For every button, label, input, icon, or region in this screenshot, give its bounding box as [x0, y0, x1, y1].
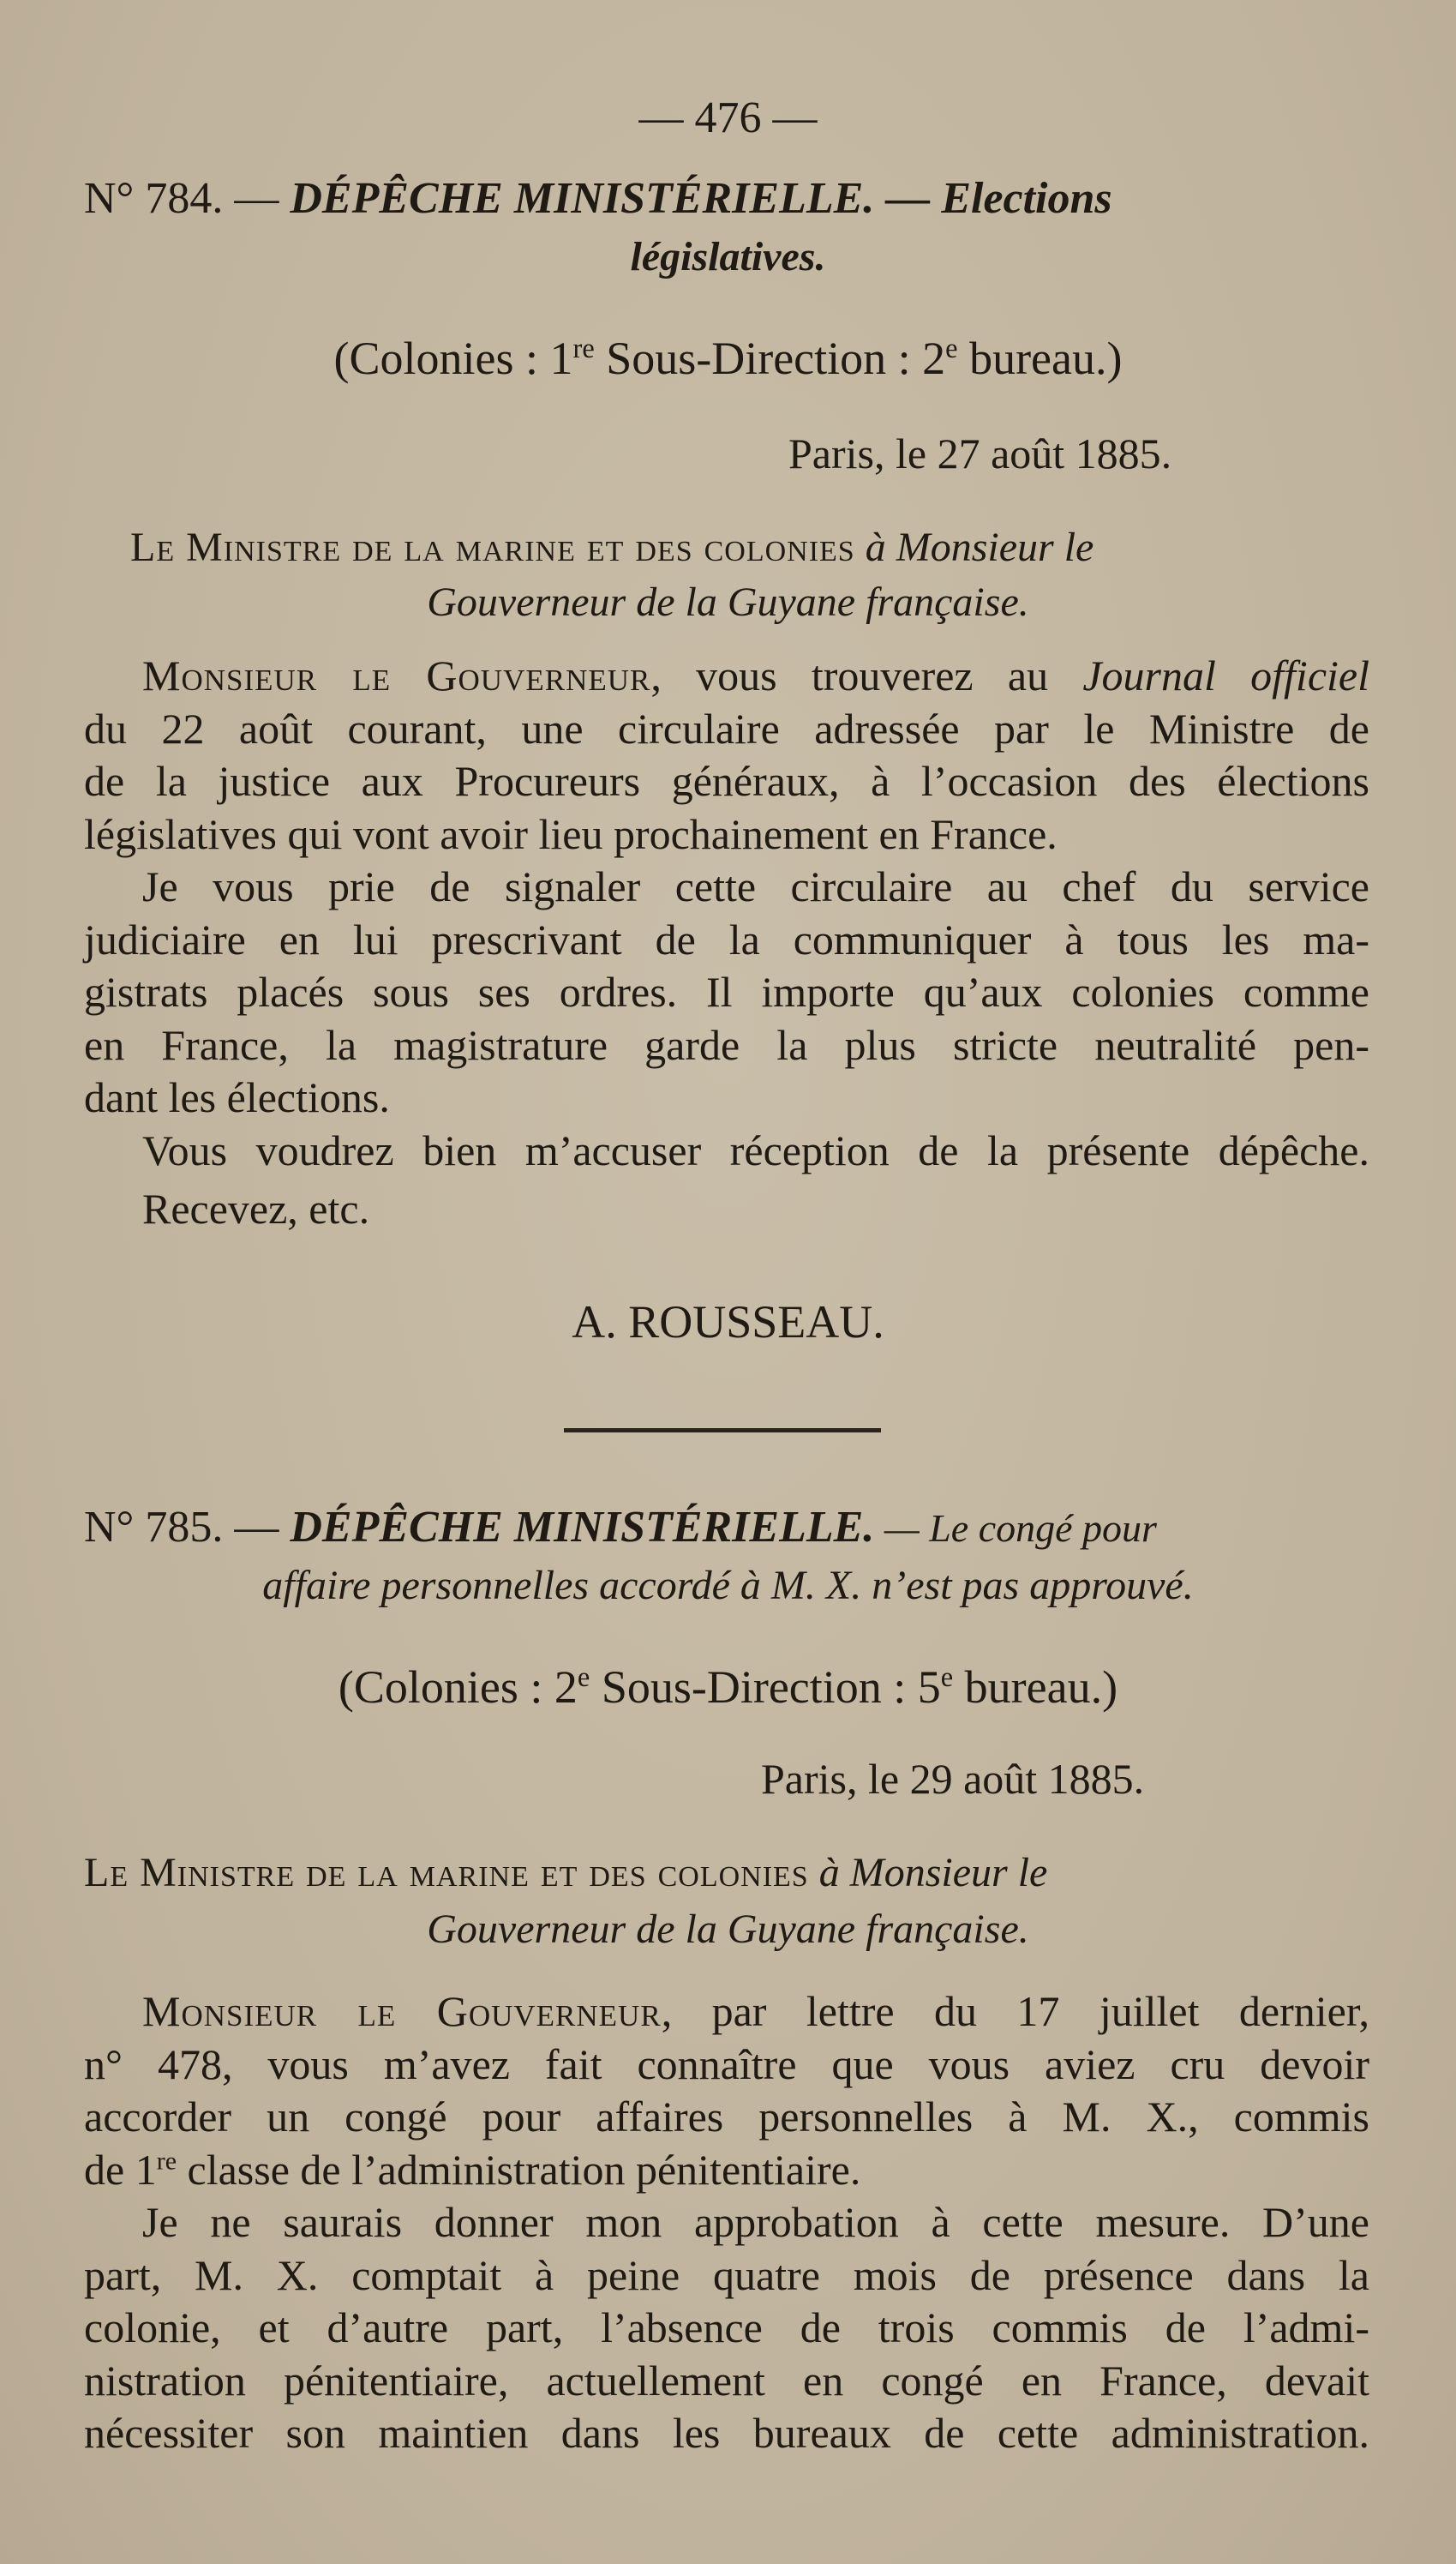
doc785-service-b: Sous-Direction : 5 [590, 1661, 941, 1713]
doc784-p2-line-5: dant les élections. [84, 1073, 390, 1121]
doc785-p2-line-5: nécessiter son maintien dans les bureaux de cette administration. [84, 2409, 1369, 2457]
doc785-p2-line-2: part, M. X. comptait à peine quatre mois de présence dans la [84, 2250, 1369, 2299]
doc785-dash: — [223, 1503, 291, 1552]
doc785-number: N° 785. [84, 1503, 224, 1552]
doc785-address [84, 1846, 1047, 1899]
doc785-address-caps: Le Ministre de la marine et des colonies [84, 1850, 809, 1895]
doc784-p1-line-4: législatives qui vont avoir lieu prochainement en France. [84, 809, 1058, 858]
doc784-service-c: bureau.) [957, 333, 1123, 384]
section-divider [564, 1428, 881, 1432]
doc785-p1-line-3: accorder un congé pour affaires personnelles à M. X., commis [84, 2093, 1369, 2141]
doc784-p1-text: , vous trouverez au [650, 652, 1083, 700]
doc784-address-caps: Le Ministre de la marine et des colonies [130, 525, 855, 570]
doc785-paragraph-1 [84, 1985, 1369, 2196]
doc784-p1-italic: Journal officiel [1082, 652, 1369, 700]
doc785-p1-line-4 [84, 2144, 1369, 2197]
doc784-service-b: Sous-Direction : 2 [594, 333, 946, 384]
doc784-closing: Recevez, etc. [142, 1185, 370, 1233]
doc785-service-c: bureau.) [953, 1661, 1118, 1713]
doc785-p2-line-3: colonie, et d’autre part, l’absence de trois commis de l’admi- [84, 2303, 1369, 2351]
doc784-signature: A. ROUSSEAU. [572, 1296, 884, 1348]
doc785-service [0, 1661, 1456, 1714]
doc784-subject-cont: législatives. [630, 234, 826, 279]
doc784-date: Paris, le 27 août 1885. [788, 429, 1172, 477]
doc784-paragraph-3 [84, 1125, 1369, 1178]
doc785-heading [84, 1500, 1157, 1556]
doc785-date: Paris, le 29 août 1885. [761, 1755, 1145, 1803]
doc785-service-a: (Colonies : 2 [338, 1661, 578, 1713]
doc785-subject: — Le congé pour [874, 1506, 1157, 1550]
doc784-paragraph-2 [84, 861, 1369, 1125]
doc784-p1-line-1 [84, 650, 1369, 703]
doc785-p1-caps: Monsieur le Gouverneur [142, 1987, 662, 2035]
doc784-service [0, 333, 1456, 385]
doc784-p1-caps: Monsieur le Gouverneur [142, 652, 651, 700]
doc784-p1-line-3: de la justice aux Procureurs généraux, à l’occasion des élections [84, 757, 1369, 805]
doc784-service-a: (Colonies : 1 [333, 333, 573, 384]
doc785-p1-l4-a: de 1 [84, 2145, 157, 2194]
doc784-service-b-sup: e [945, 333, 958, 364]
doc784-address-italic: à Monsieur le [854, 525, 1094, 570]
doc784-title: DÉPÊCHE MINISTÉRIELLE. [290, 174, 875, 223]
doc785-service-a-sup: e [577, 1662, 590, 1693]
doc784-number: N° 784. [84, 174, 224, 223]
doc784-p2-line-3: gistrats placés sous ses ordres. Il importe qu’aux colonies comme [84, 968, 1369, 1016]
doc785-p1-text: , par lettre du 17 juillet dernier, [661, 1987, 1370, 2035]
doc784-service-a-sup: re [572, 333, 595, 364]
doc784-address [130, 521, 1093, 573]
doc784-subject: — Elections [874, 174, 1112, 223]
doc785-p2-line-4: nistration pénitentiaire, actuellement en congé en France, devait [84, 2356, 1369, 2405]
doc784-heading [84, 171, 1112, 226]
doc785-p1-line-2: n° 478, vous m’avez fait connaître que vous aviez cru devoir [84, 2039, 1369, 2088]
doc785-address-italic: à Monsieur le [808, 1850, 1048, 1895]
doc785-paragraph-2 [84, 2196, 1369, 2460]
doc785-p1-line-1 [84, 1985, 1369, 2039]
doc784-address-cont: Gouverneur de la Guyane française. [427, 579, 1029, 625]
doc784-p2-line-2: judiciaire en lui prescrivant de la communiquer à tous les ma- [84, 915, 1369, 964]
doc785-title: DÉPÊCHE MINISTÉRIELLE. [290, 1503, 875, 1552]
doc784-dash: — [223, 174, 291, 223]
doc785-p1-l4-sup: re [156, 2146, 177, 2175]
doc784-p3-line-1: Vous voudrez bien m’accuser réception de la présente dépêche. [142, 1126, 1369, 1174]
doc784-p2-line-1: Je vous prie de signaler cette circulaire au chef du service [142, 862, 1369, 910]
doc784-p1-line-2: du 22 août courant, une circulaire adressée par le Ministre de [84, 704, 1369, 753]
doc785-service-b-sup: e [940, 1662, 954, 1693]
doc784-paragraph-1 [84, 650, 1369, 861]
doc785-p2-line-1: Je ne saurais donner mon approbation à cette mesure. D’une [142, 2198, 1369, 2246]
doc785-p1-l4-b: classe de l’administration pénitentiaire. [177, 2145, 861, 2194]
doc785-address-cont: Gouverneur de la Guyane française. [427, 1906, 1029, 1952]
doc785-subject-cont: affaire personnelles accordé à M. X. n’est pas approuvé. [262, 1563, 1194, 1608]
page-number: — 476 — [638, 93, 818, 142]
doc784-p2-line-4: en France, la magistrature garde la plus stricte neutralité pen- [84, 1020, 1369, 1069]
